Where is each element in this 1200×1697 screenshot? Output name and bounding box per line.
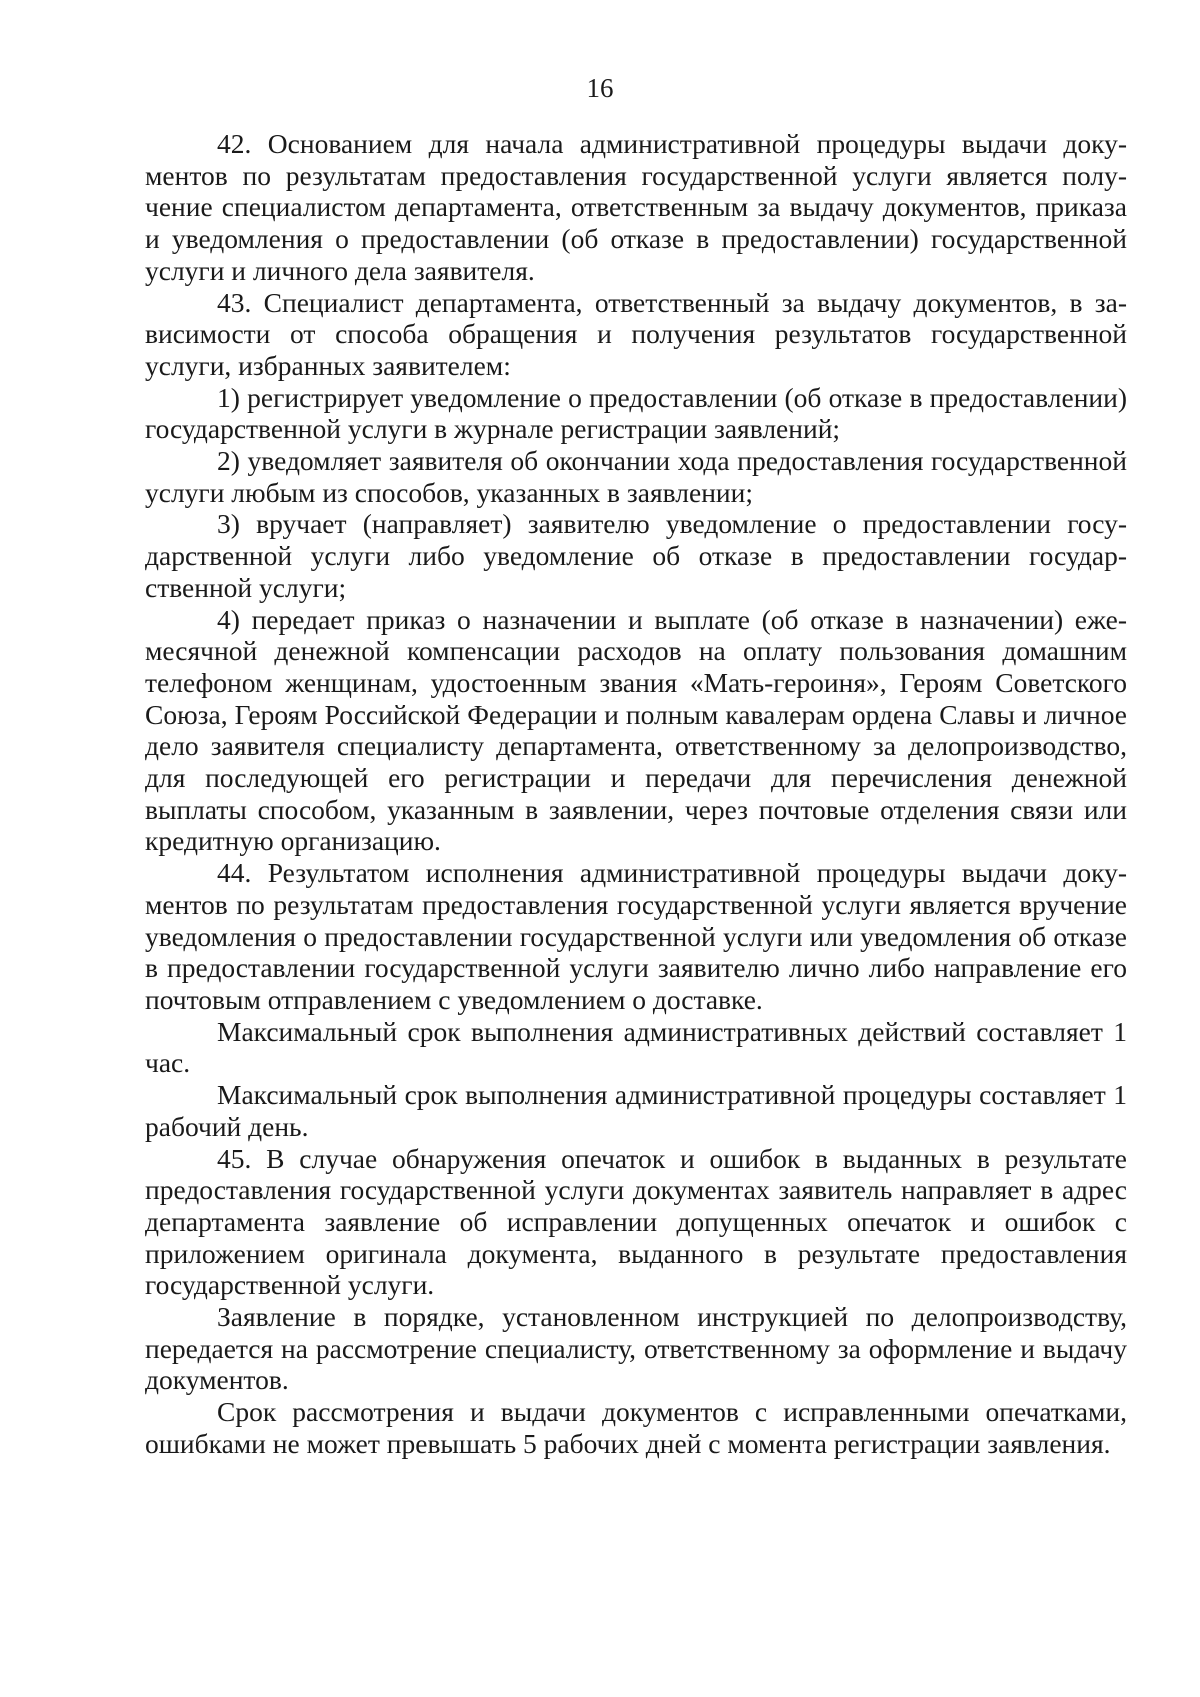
paragraph-max-term-procedure: Максимальный срок выполнения административной процедуры составляет 1 рабочий день. xyxy=(145,1079,1127,1142)
list-item-2: 2) уведомляет заявителя об окончании хода предоставления государственной услуги любым из способов, указанных в заявлении; xyxy=(145,445,1127,508)
list-item-1: 1) регистрирует уведомление о предоставлении (об отказе в предоставлении) государственной услуги в журнале регистрации заявлений; xyxy=(145,381,1127,445)
paragraph-44: 44. Результатом исполнения административной процедуры выдачи документов по результатам предоставления государственной услуги является вручение уведомления о предоставлении государственной услуги или уведомления об отказе в предоставлении государственной услуги заявителю лично либо направление его почтовым отправлением с уведомлением о доставке. xyxy=(145,857,1127,1015)
document-body xyxy=(145,128,1127,1460)
paragraph-max-term-actions: Максимальный срок выполнения административных действий составляет 1 час. xyxy=(145,1015,1127,1079)
paragraph-42: 42. Основанием для начала административной процедуры выдачи документов по результатам предоставления государственной услуги является получение специалистом департамента, ответственным за выдачу документов, приказа и уведомления о предоставлении (об отказе в предоставлении) государственной услуги и личного дела заявителя. xyxy=(145,128,1127,286)
list-item-4: 4) передает приказ о назначении и выплате (об отказе в назначении) ежемесячной денежной компенсации расходов на оплату пользования домашним телефоном женщинам, удостоенным звания «Мать-героиня», Героям Советского Союза, Героям Российской Федерации и полным кавалерам ордена Славы и личное дело заявителя специалисту департамента, ответственному за делопроизводство, для последующей его регистрации и передачи для перечисления денежной выплаты способом, указанным в заявлении, через почтовые отделения связи или кредитную организацию. xyxy=(145,603,1127,857)
paragraph-45: 45. В случае обнаружения опечаток и ошибок в выданных в результате предоставления государственной услуги документах заявитель направляет в адрес департамента заявление об исправлении допущенных опечаток и ошибок с приложением оригинала документа, выданного в результате предоставления государственной услуги. xyxy=(145,1142,1127,1301)
paragraph-application-order: Заявление в порядке, установленном инструкцией по делопроизводству, передается на рассмотрение специалисту, ответственному за оформление и выдачу документов. xyxy=(145,1301,1127,1396)
list-item-3: 3) вручает (направляет) заявителю уведомление о предоставлении государственной услуги либо уведомление об отказе в предоставлении государственной услуги; xyxy=(145,508,1127,603)
paragraph-43: 43. Специалист департамента, ответственный за выдачу документов, в зависимости от способа обращения и получения результатов государственной услуги, избранных заявителем: xyxy=(145,286,1127,381)
page-number: 16 xyxy=(586,73,614,103)
paragraph-review-term: Срок рассмотрения и выдачи документов с исправленными опечатками, ошибками не может превышать 5 рабочих дней с момента регистрации заявления. xyxy=(145,1396,1127,1459)
